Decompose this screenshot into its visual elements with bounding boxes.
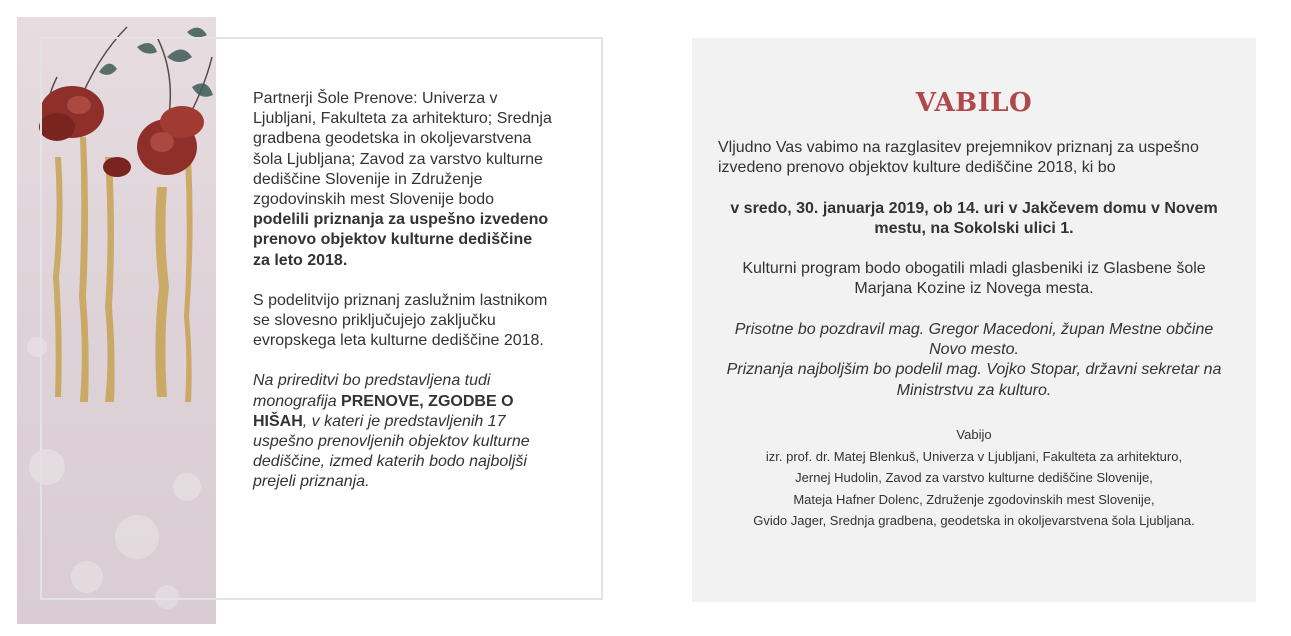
monograph-paragraph [253, 371, 553, 492]
inviter-line: Mateja Hafner Dolenc, Združenje zgodovinskih mest Slovenije, [793, 491, 1155, 507]
monograph-title: PRENOVE, ZGODBE O HIŠAH [253, 392, 514, 430]
inviters-label: Vabijo [956, 427, 992, 442]
inviter-line: izr. prof. dr. Matej Blenkuš, Univerza v Ljubljani, Fakulteta za arhitekturo, [765, 448, 1183, 464]
inviters-list [692, 424, 1256, 532]
partners-intro-text: Partnerji Šole Prenove: Univerza v Ljubljani, Fakulteta za arhitekturo; Srednja gradbena geodetska in okoljevarstvena šola Ljubljana; Zavod za varstvo kulturne dediščine Slovenije in Združenje zgodovinskih mest Slovenije bodo [253, 90, 552, 209]
guest-greeting: Prisotne bo pozdravil mag. Gregor Macedoni, župan Mestne občine Novo mesto. [734, 320, 1214, 359]
inviter-line: Gvido Jager, Srednja gradbena, geodetska in okoljevarstvena šola Ljubljana. [753, 513, 1195, 528]
invitation-lead: Vljudno Vas vabimo na razglasitev prejemnikov priznanj za uspešno izvedeno prenovo objektov kulture dediščine 2018, ki bo [718, 139, 1199, 177]
cultural-program-text: Kulturni program bodo obogatili mladi glasbeniki iz Glasbene šole Marjana Kozine iz Novega mesta. [742, 260, 1206, 298]
heritage-year-paragraph: S podelitvijo priznanj zaslužnim lastnikom se slovesno priključujejo zaključku evropskega leta kulturne dediščine 2018. [253, 291, 548, 350]
invitation-title: VABILO [915, 88, 1033, 118]
inviter-line: Jernej Hudolin, Zavod za varstvo kulturne dediščine Slovenije, [795, 470, 1153, 485]
monograph-intro-text: Na prireditvi bo predstavljena tudi monografija [253, 372, 491, 410]
guest-awards: Priznanja najboljšim bo podelil mag. Vojko Stopar, državni sekretar na Ministrstvu za kulturo. [726, 361, 1222, 399]
partners-award-text: podelili priznanja za uspešno izvedeno prenovo objektov kulturne dediščine za leto 2018. [253, 211, 549, 269]
left-description [253, 89, 553, 513]
partners-paragraph [253, 89, 553, 271]
monograph-description-text: , v kateri je predstavljenih 17 uspešno prenovljenih objektov kulturne dediščine, izmed katerih bodo najboljši prejeli priznanja. [253, 412, 530, 491]
invitation-card [692, 38, 1256, 602]
invitation-body [714, 138, 1234, 401]
event-datetime-location: v sredo, 30. januarja 2019, ob 14. uri v Jakčevem domu v Novem mestu, na Sokolski ulici 1. [730, 199, 1218, 237]
